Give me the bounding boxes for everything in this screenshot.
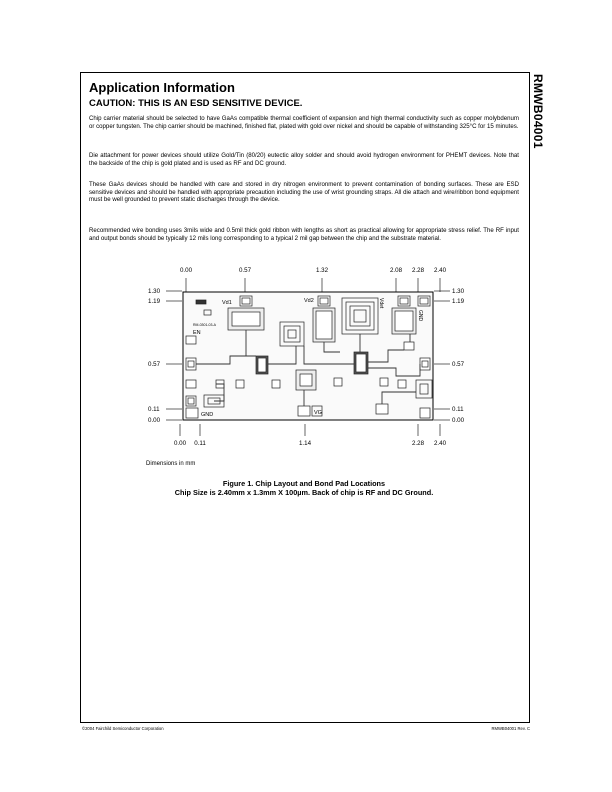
figure-subtitle: Chip Size is 2.40mm x 1.3mm X 100µm. Back of chip is RF and DC Ground. — [174, 488, 434, 497]
right-dim-2: 0.57 — [452, 361, 465, 368]
right-dim-0: 1.30 — [452, 288, 465, 295]
figure-title: Figure 1. Chip Layout and Bond Pad Locations — [222, 479, 386, 488]
pad-vg — [298, 406, 310, 416]
label-part: RM-0301-03-A — [193, 323, 216, 327]
label-vd1: Vd1 — [222, 300, 232, 306]
bottom-dim-2: 1.14 — [298, 440, 312, 447]
label-vg: VG — [314, 410, 322, 416]
bottom-dim-0: 0.00 — [173, 440, 187, 447]
top-dim-4: 2.28 — [411, 267, 425, 274]
paragraph-wire-bonding: Recommended wire bonding uses 3mils wide and 0.5mil thick gold ribbon with lengths as short as practical allowing for appropriate stress relief. The RF input and output bonds should be typically 12 mils long corresponding to a typical 2 mil gap between the chip and the substrate material. — [89, 227, 519, 242]
label-vd2: Vd2 — [304, 298, 314, 304]
top-dim-0: 0.00 — [179, 267, 193, 274]
label-gnd-left: GND — [201, 412, 214, 418]
left-dim-4: 0.00 — [148, 417, 161, 424]
paragraph-handling: These GaAs devices should be handled with care and stored in dry nitrogen environment to prevent contamination of bonding surfaces. These are ESD sensitive devices and should be handled with appropriate precaution including the use of wrist grounding straps. All die attach and wire/ribbon bond equipment must be well grounded to prevent static discharges through the device. — [89, 181, 519, 204]
label-gnd-right: GND — [417, 310, 423, 322]
pad-gnd-right — [420, 408, 430, 418]
label-vdet: Vdet — [378, 298, 384, 309]
top-dim-1: 0.57 — [238, 267, 252, 274]
footer-revision: RMWB04001 Rev. C — [491, 726, 530, 731]
right-dim-1: 1.19 — [452, 298, 465, 305]
top-dim-5: 2.40 — [433, 267, 447, 274]
caution-heading: CAUTION: THIS IS AN ESD SENSITIVE DEVICE. — [89, 98, 303, 109]
left-dim-1: 1.19 — [148, 298, 161, 305]
pad-gnd-left — [186, 408, 198, 418]
bottom-dim-3: 2.28 — [411, 440, 425, 447]
top-dim-3: 2.08 — [389, 267, 403, 274]
footer-copyright: ©2004 Fairchild Semiconductor Corporation — [82, 726, 164, 731]
bottom-dim-1: 0.11 — [194, 440, 206, 447]
paragraph-chip-carrier: Chip carrier material should be selected to have GaAs compatible thermal coefficient of expansion and high thermal conductivity such as copper molybdenum or copper tungsten. The chip carrier should be machined, finished flat, plated with gold over nickel and should be capable of withstanding 325°C for 15 minutes. — [89, 115, 519, 130]
bottom-dim-4: 2.40 — [433, 440, 447, 447]
top-dim-2: 1.32 — [315, 267, 329, 274]
dimensions-note: Dimensions in mm — [146, 461, 196, 467]
right-dim-4: 0.00 — [452, 417, 465, 424]
side-title: RMWB04001 — [531, 74, 545, 149]
label-en: EN — [193, 330, 201, 336]
left-dim-0: 1.30 — [148, 288, 161, 295]
paragraph-die-attach: Die attachment for power devices should utilize Gold/Tin (80/20) eutectic alloy solder and should avoid hydrogen environment for PHEMT devices. Note that the backside of the chip is gold plated and is used as RF and DC ground. — [89, 152, 519, 167]
left-dim-2: 0.57 — [148, 361, 161, 368]
section-heading: Application Information — [89, 80, 235, 95]
right-dim-3: 0.11 — [452, 406, 464, 413]
left-dim-3: 0.11 — [148, 406, 160, 413]
